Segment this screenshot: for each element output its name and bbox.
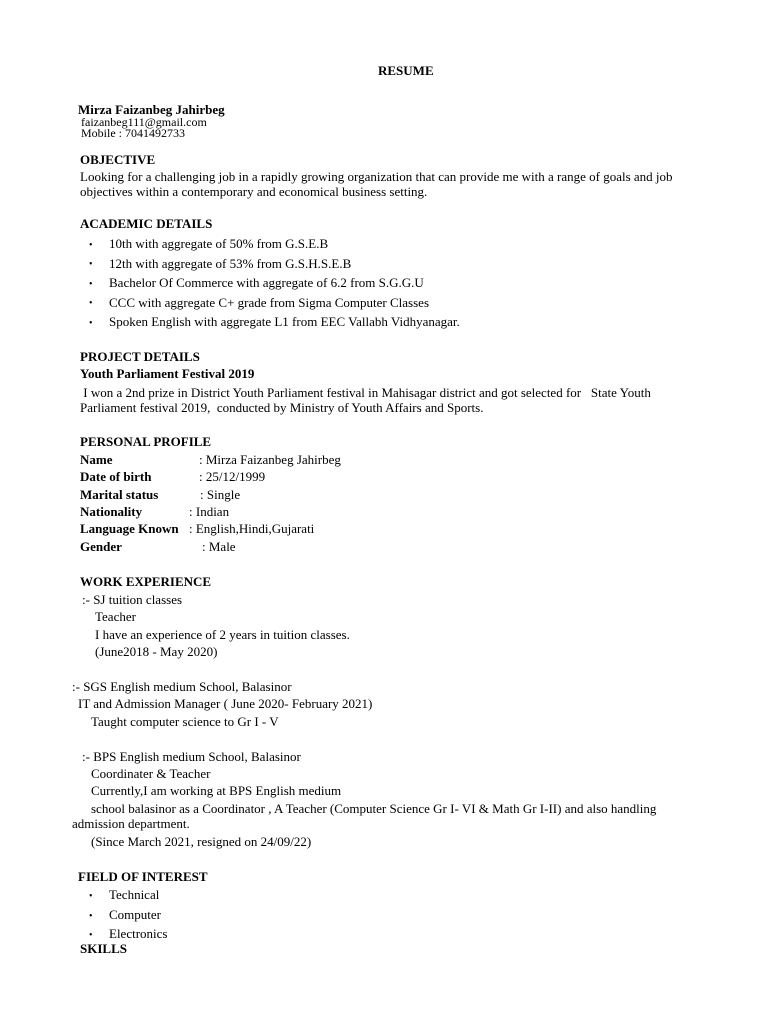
resume-title: RESUME bbox=[378, 63, 434, 78]
profile-label: Gender bbox=[80, 539, 122, 554]
project-text: I won a 2nd prize in District Youth Parliament festival in Mahisagar district and got selected for State Youth Parliament festival 2019, conducted by Ministry of Youth Affairs and Sports. bbox=[80, 385, 655, 415]
work-line: admission department. bbox=[72, 816, 190, 831]
work-line: :- BPS English medium School, Balasinor bbox=[82, 749, 301, 764]
work-line: Coordinater & Teacher bbox=[91, 766, 211, 781]
personal-heading: PERSONAL PROFILE bbox=[80, 434, 212, 449]
work-line: :- SGS English medium School, Balasinor bbox=[72, 679, 292, 694]
bullet-icon: • bbox=[89, 891, 93, 902]
work-heading: WORK EXPERIENCE bbox=[80, 574, 212, 589]
profile-value: : Male bbox=[202, 539, 236, 554]
profile-label: Language Known bbox=[80, 521, 179, 536]
profile-value: : English,Hindi,Gujarati bbox=[189, 521, 315, 536]
work-line: Teacher bbox=[95, 609, 136, 624]
objective-heading: OBJECTIVE bbox=[80, 152, 156, 167]
work-line: I have an experience of 2 years in tuition classes. bbox=[95, 627, 350, 642]
mobile-text: Mobile : 7041492733 bbox=[81, 126, 185, 140]
bullet-icon: • bbox=[89, 279, 93, 290]
profile-value: : Single bbox=[200, 487, 241, 502]
project-heading: PROJECT DETAILS bbox=[80, 349, 200, 364]
interest-item: Technical bbox=[109, 887, 160, 902]
skills-heading: SKILLS bbox=[80, 941, 127, 956]
academic-item: CCC with aggregate C+ grade from Sigma Computer Classes bbox=[109, 295, 430, 310]
bullet-icon: • bbox=[89, 240, 93, 251]
profile-value: : Mirza Faizanbeg Jahirbeg bbox=[199, 452, 341, 467]
work-line: (June2018 - May 2020) bbox=[95, 644, 218, 659]
bullet-icon: • bbox=[89, 318, 93, 329]
work-line: (Since March 2021, resigned on 24/09/22) bbox=[91, 834, 312, 849]
interest-item: Computer bbox=[109, 907, 161, 922]
profile-value: : 25/12/1999 bbox=[199, 469, 266, 484]
profile-label: Date of birth bbox=[80, 469, 152, 484]
profile-value: : Indian bbox=[189, 504, 230, 519]
bullet-icon: • bbox=[89, 298, 93, 309]
academic-item: 12th with aggregate of 53% from G.S.H.S.E.B bbox=[109, 256, 352, 271]
interest-item: Electronics bbox=[109, 926, 168, 941]
email-text: faizanbeg111@gmail.com bbox=[81, 115, 207, 129]
academic-heading: ACADEMIC DETAILS bbox=[80, 216, 213, 231]
academic-item: 10th with aggregate of 50% from G.S.E.B bbox=[109, 236, 329, 251]
objective-text: Looking for a challenging job in a rapidly growing organization that can provide me with a range of goals and job objectives within a contemporary and economical business setting. bbox=[80, 169, 673, 199]
profile-label: Nationality bbox=[80, 504, 143, 519]
profile-label: Name bbox=[80, 452, 113, 467]
bullet-icon: • bbox=[89, 911, 93, 922]
profile-label: Marital status bbox=[80, 487, 159, 502]
project-subheading: Youth Parliament Festival 2019 bbox=[80, 366, 255, 381]
interest-heading: FIELD OF INTEREST bbox=[78, 869, 208, 884]
work-line: Taught computer science to Gr I - V bbox=[91, 714, 279, 729]
work-line: school balasinor as a Coordinator , A Teacher (Computer Science Gr I- VI & Math Gr I-II) and also handling bbox=[91, 801, 657, 816]
bullet-icon: • bbox=[89, 930, 93, 941]
work-line: IT and Admission Manager ( June 2020- February 2021) bbox=[78, 696, 373, 711]
academic-item: Bachelor Of Commerce with aggregate of 6.2 from S.G.G.U bbox=[109, 275, 424, 290]
work-line: Currently,I am working at BPS English medium bbox=[91, 783, 342, 798]
work-line: :- SJ tuition classes bbox=[82, 592, 183, 607]
academic-item: Spoken English with aggregate L1 from EEC Vallabh Vidhyanagar. bbox=[109, 314, 460, 329]
bullet-icon: • bbox=[89, 259, 93, 270]
candidate-name: Mirza Faizanbeg Jahirbeg bbox=[78, 102, 225, 117]
